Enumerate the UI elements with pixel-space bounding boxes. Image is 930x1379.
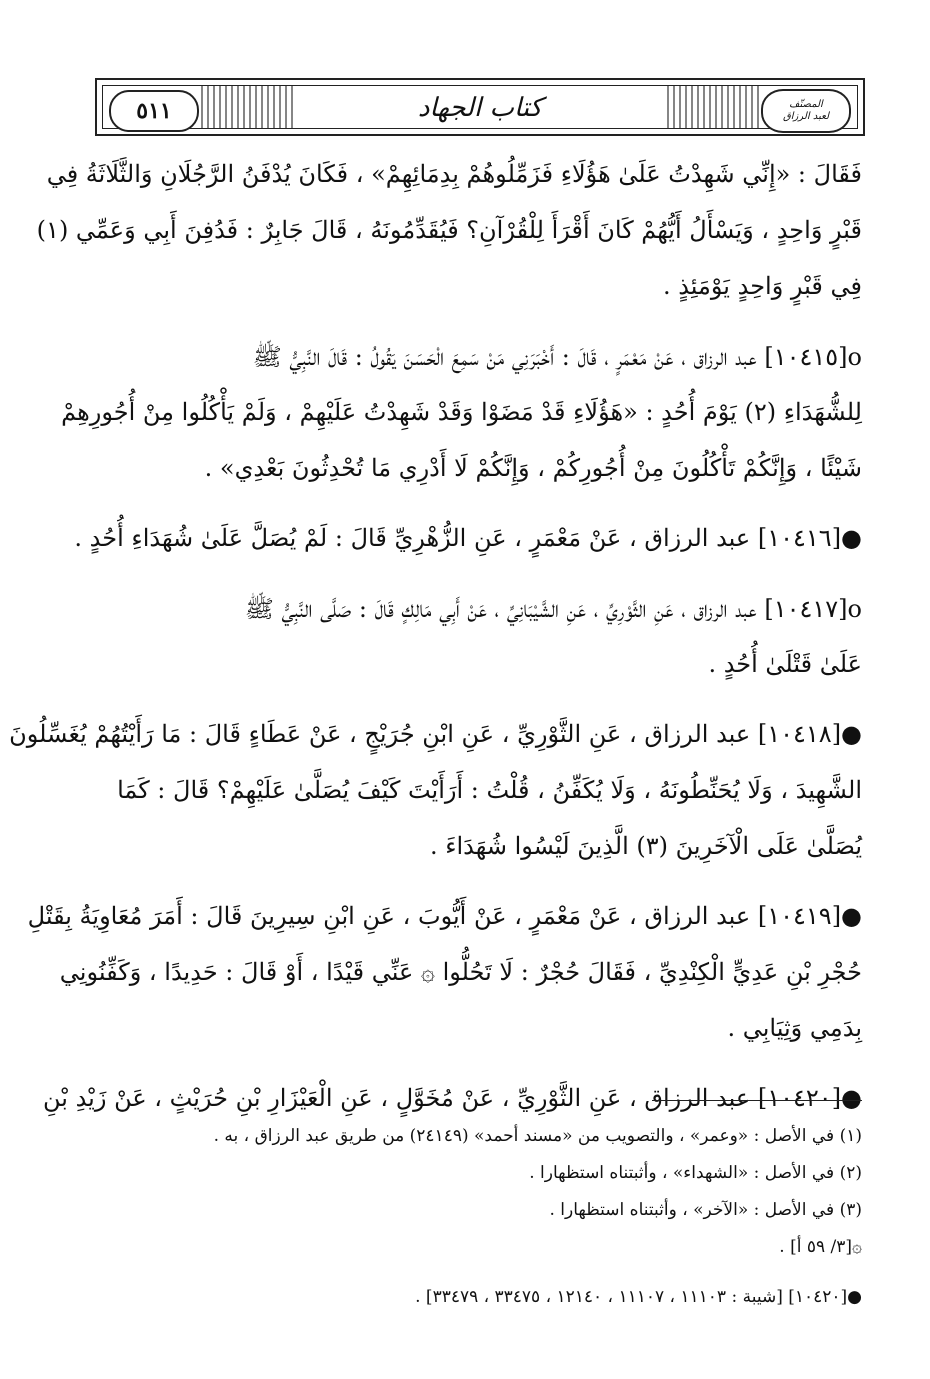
hadith-10417-line-1: [68, 594, 862, 650]
running-title: كتاب الجهاد: [303, 88, 657, 128]
line-6-text: شَيْئًا ، وَإِنَّكُمْ تَأْكُلُونَ مِنْ أُجُورِكُمْ ، وَإِنَّكُمْ لَا أَدْرِي مَا تُحْدِثُونَ بَعْدِي» .: [204, 454, 862, 482]
line-2-text: قَبْرٍ وَاحِدٍ ، وَيَسْأَلُ أَيُّهُمْ كَانَ أَقْرَأَ لِلْقُرْآنِ؟ فَيُقَدِّمُونَهُ ، قَالَ جَابِرٌ : فَدُفِنَ أَبِي وَعَمِّي (١): [36, 216, 862, 244]
hadith-10419-line-3: [68, 1014, 862, 1070]
line-16-text: ●[١٠٤٢٠] عبد الرزاق ، عَنِ الثَّوْرِيِّ ، عَنْ مُخَوَّلٍ ، عَنِ الْعَيْزَارِ بْنِ حُرَيْثٍ ، عَنْ زَيْدِ بْنِ: [43, 1084, 862, 1112]
line-15-text: بِدَمِي وَثِيَابِي .: [727, 1014, 862, 1042]
line-12-text: يُصَلَّىٰ عَلَى الْآخَرِينَ (٣) الَّذِينَ لَيْسُوا شُهَدَاءَ .: [429, 832, 862, 860]
page-number: ٥١١: [109, 90, 199, 132]
manuscript-folio-note: ۞[٣/ ٥٩ أ] .: [779, 1237, 862, 1257]
hadith-10418-line-1: [9, 720, 862, 776]
hadith-10418-line-2: [68, 776, 862, 832]
footnote-2: (٢) في الأصل : «الشهداء» ، وأثبتناه استظهارا .: [529, 1163, 862, 1183]
header-ornament-right: [667, 86, 759, 128]
hadith-10419-line-1: [27, 902, 862, 958]
hadith-10415-line-1: [68, 342, 862, 398]
text-line-2: [36, 216, 862, 272]
hadith-10418-line-3: [68, 832, 862, 888]
line-9-text: عَلَىٰ قَتْلَىٰ أُحُدٍ .: [708, 650, 862, 678]
main-text: [9, 160, 862, 1140]
footnote-1: (١) في الأصل : «وعمر» ، والتصويب من «مسند أحمد» (٢٤١٤٩) من طريق عبد الرزاق ، به .: [213, 1126, 862, 1146]
book-seal-logo: [761, 89, 851, 133]
hadith-10415-line-2: [61, 398, 862, 454]
line-8-text: ο[١٠٤١٧] عبد الرزاق ، عَنِ الثَّوْرِيِّ ، عَنِ الشَّيْبَانِيِّ ، عَنْ أَبِي مَالِكٍ قَالَ : صَلَّى النَّبِيُّ ﷺ: [244, 595, 862, 623]
footnote-3: (٣) في الأصل : «الآخر» ، وأثبتناه استظهارا .: [549, 1200, 862, 1220]
line-10-text: ●[١٠٤١٨] عبد الرزاق ، عَنِ الثَّوْرِيِّ ، عَنِ ابْنِ جُرَيْجٍ ، عَنْ عَطَاءٍ قَالَ : مَا رَأَيْتُهُمْ يُغَسِّلُونَ: [9, 720, 862, 748]
hadith-10415-line-3: [68, 454, 862, 510]
line-4-text: ο[١٠٤١٥] عبد الرزاق ، عَنْ مَعْمَرٍ ، قَالَ : أَخْبَرَنِي مَنْ سَمِعَ الْحَسَنَ يَقُولُ : قَالَ النَّبِيُّ ﷺ: [252, 343, 862, 371]
hadith-10416-line-1: [68, 524, 862, 580]
text-line-3: [68, 272, 862, 328]
line-5-text: لِلشُّهَدَاءِ (٢) يَوْمَ أُحُدٍ : «هَؤُلَاءِ قَدْ مَضَوْا وَقَدْ شَهِدْتُ عَلَيْهِمْ ، وَلَمْ يَأْكُلُوا مِنْ أُجُورِهِمْ: [61, 398, 862, 426]
seal-line-1: المصنّف: [789, 99, 823, 110]
source-references: ●[١٠٤٢٠] [شيبة : ١١١٠٣ ، ١١١٠٧ ، ١٢١٤٠ ، ٣٣٤٧٥ ، ٣٣٤٧٩] .: [415, 1287, 862, 1307]
hadith-10417-line-2: [68, 650, 862, 706]
page-header: [95, 78, 865, 136]
text-line-1: [46, 160, 862, 216]
line-1-text: فَقَالَ : «إِنِّي شَهِدْتُ عَلَىٰ هَؤُلَاءِ فَزَمِّلُوهُمْ بِدِمَائِهِمْ» ، فَكَانَ يُدْفَنُ الرَّجُلَانِ وَالثَّلَاثَةُ فِي: [46, 160, 862, 188]
footnote-separator: [652, 1100, 862, 1101]
line-14-text: حُجْرِ بْنِ عَدِيٍّ الْكِنْدِيِّ ، فَقَالَ حُجْرٌ : لَا تَحُلُّوا ۞ عَنِّي قَيْدًا ، أَوْ قَالَ : حَدِيدًا ، وَكَفِّنُونِي: [59, 958, 862, 986]
header-ornament-left: [201, 86, 293, 128]
line-13-text: ●[١٠٤١٩] عبد الرزاق ، عَنْ مَعْمَرٍ ، عَنْ أَيُّوبَ ، عَنِ ابْنِ سِيرِينَ قَالَ : أَمَرَ مُعَاوِيَةُ بِقَتْلِ: [27, 902, 862, 930]
line-3-text: فِي قَبْرٍ وَاحِدٍ يَوْمَئِذٍ .: [662, 272, 862, 300]
seal-line-2: لعبد الرزاق: [782, 111, 830, 122]
header-frame: [102, 85, 858, 129]
line-11-text: الشَّهِيدَ ، وَلَا يُحَنِّطُونَهُ ، وَلَا يُكَفِّنُ ، قُلْتُ : أَرَأَيْتَ كَيْفَ يُصَلَّىٰ عَلَيْهِمْ؟ قَالَ : كَمَا: [117, 776, 862, 804]
line-7-text: ●[١٠٤١٦] عبد الرزاق ، عَنْ مَعْمَرٍ ، عَنِ الزُّهْرِيِّ قَالَ : لَمْ يُصَلَّ عَلَىٰ شُهَدَاءِ أُحُدٍ .: [74, 524, 862, 552]
footnotes: [68, 1118, 862, 1266]
hadith-10419-line-2: [59, 958, 862, 1014]
